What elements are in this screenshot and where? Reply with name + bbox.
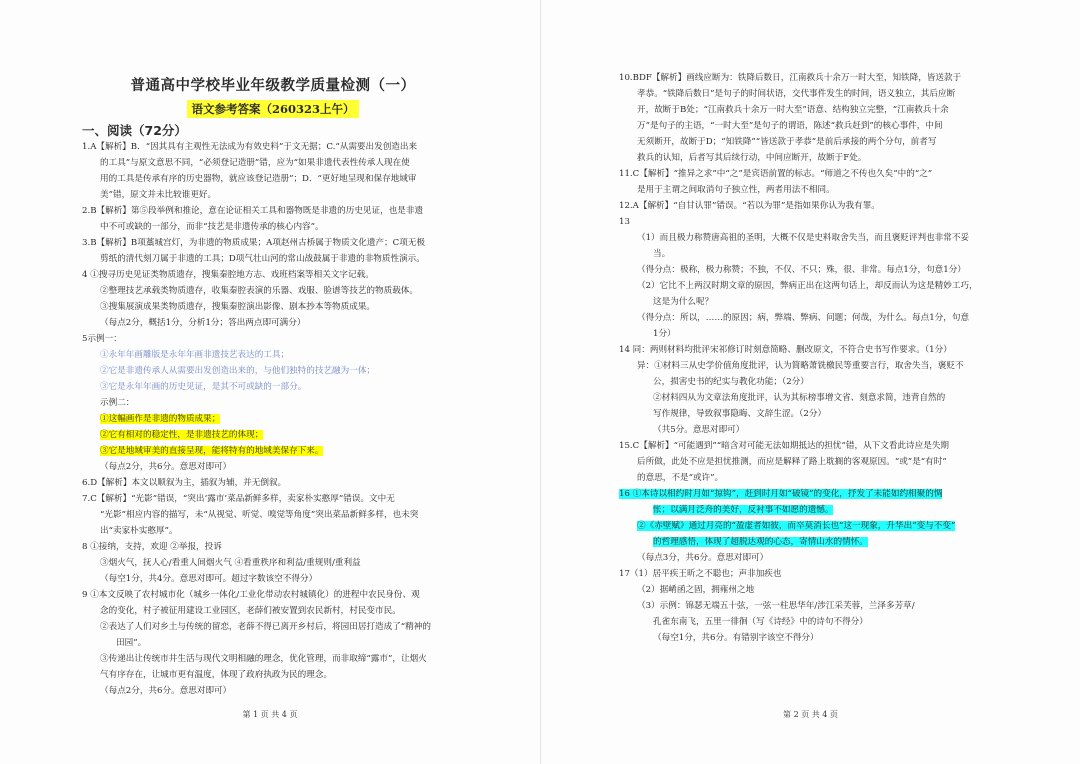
answer-line-text: （1）而且极力称赞唐高祖的圣明，大概不仅是史料取舍失当，而且褒贬评判也非常不妥 — [637, 233, 970, 243]
answer-line — [619, 150, 1000, 166]
section-heading: 一、阅读（72分） — [82, 123, 187, 138]
answer-line-text: 16 ①本诗以相约时月如“掠钩”，赶到时月如“破镜”的变化，抒发了未能如约相聚的惆 — [619, 489, 943, 499]
answer-line-text: 12.A【解析】“自甘认罪”错误。“若以为罪”是指如果你认为我有罪。 — [619, 201, 880, 211]
answer-line — [619, 86, 1000, 102]
answer-line-text: 万”是句子的主语，“一时大至”是句子的谓语，陈述“救兵赶到”的核心事件，中间 — [637, 121, 943, 131]
answer-line-text: ②《赤壁赋》通过月亮的“盈虚者如彼，而卒莫消长也”这一现象，升华出“变与不变” — [637, 521, 956, 531]
answer-line-text: 后所做，此处不应是担忧推测，而应是解释了路上耽搁的客观原因。“或”是“有时” — [637, 457, 947, 467]
answer-line — [82, 475, 464, 491]
answer-line — [619, 102, 1000, 118]
answer-line — [82, 283, 464, 299]
answer-line — [82, 251, 464, 267]
answer-line — [619, 422, 1000, 438]
answer-line-text: 写作规律，导致叙事隐晦、文辞生涩。（2分） — [653, 409, 827, 419]
answer-line-text: ③搜集展演成果类物质遗存，搜集秦腔演出影像、剧本抄本等物质成果。 — [100, 302, 376, 312]
answer-line — [619, 550, 1000, 566]
answer-line-text: 13 — [619, 217, 630, 227]
answer-line-text: 念的变化，村子被征用建设工业园区，老薛们被安置到农民新村，村民变市民。 — [100, 606, 401, 616]
answer-line-text: 的工具”与原文意思不同，“必须登记造册”错，应为“如果非遗代表性传承人现在使 — [100, 158, 410, 168]
answer-line-text: 1分） — [653, 329, 676, 339]
answer-line — [619, 406, 1000, 422]
page-2-body — [619, 70, 1000, 646]
answer-line — [82, 539, 464, 555]
document-title: 普通高中学校毕业年级教学质量检测（一） — [130, 77, 416, 94]
answer-line — [619, 454, 1000, 470]
answer-line — [619, 534, 1000, 550]
answer-line — [82, 331, 464, 347]
answer-line-text: 11.C【解析】“推异之求”中“之”是宾语前置的标志。“师道之不传也久矣”中的“之” — [619, 169, 933, 179]
answer-line-text: 公，损害史书的纪实与教化功能；（2分） — [653, 377, 809, 387]
answer-line — [619, 502, 1000, 518]
answer-line — [82, 635, 464, 651]
answer-line — [82, 187, 464, 203]
answer-line — [619, 582, 1000, 598]
answer-line — [619, 326, 1000, 342]
answer-line-text: 当。 — [653, 249, 671, 259]
answer-line — [82, 651, 464, 667]
answer-line-text: （3）示例：锦瑟无端五十弦，一弦一柱思华年/涉江采芙蓉，兰泽多芳草/ — [637, 601, 915, 611]
answer-line — [619, 246, 1000, 262]
answer-line — [82, 299, 464, 315]
answer-line-text: 气有序存在，让城市更有温度，体现了政府执政为民的理念。 — [100, 670, 333, 680]
answer-line — [82, 139, 464, 155]
answer-line — [619, 214, 1000, 230]
answer-line-text: ③烟火气，抚人心/看重人间烟火气 ④看重秩序和利益/重规则/重利益 — [100, 558, 361, 568]
answer-line-text: ②它是非遗传承人从需要出发创造出来的，与他们独特的技艺融为一体； — [100, 366, 376, 376]
answer-line — [82, 507, 464, 523]
answer-line — [82, 315, 464, 331]
answer-line-text: （每点2分，共6分。意思对即可） — [100, 462, 232, 472]
subtitle-row — [82, 98, 464, 118]
answer-line-text: 开，故断于B处；“江南救兵十余万一时大至”语意、结构独立完整，“江南救兵十余 — [637, 105, 949, 115]
answer-line-text: ③它是地域审美的直接呈现，能将特有的地域美保存下来。 — [100, 446, 324, 456]
answer-line-text: 4 ①搜寻历史见证类物质遗存，搜集秦腔地方志、戏班档案等相关文字记载。 — [82, 270, 374, 280]
answer-line-text: 怅；以满月泛舟的美好，反衬事不如愿的遗憾。 — [653, 505, 834, 515]
answer-line-text: 2.B【解析】第⑤段举例和推论，意在论证相关工具和器物既是非遗的历史见证，也是非遗 — [82, 206, 424, 216]
answer-line-text: ②表达了人们对乡土与传统的留恋，老薛不得已离开乡村后，将园田居打造成了“精神的 — [100, 622, 431, 632]
answer-line-text: 是用于主谓之间取消句子独立性，两者用法不相同。 — [637, 185, 835, 195]
answer-line — [82, 683, 464, 699]
answer-line-text: 7.C【解析】“光影”错误，“突出‘露市’菜品新鲜多样，卖家朴实憨厚”错误。文中无 — [82, 494, 395, 504]
answer-line-text: 示例二： — [100, 398, 135, 408]
answer-line — [82, 427, 464, 443]
answer-line-text: 6.D【解析】本文以顺叙为主，插叙为辅，并无倒叙。 — [82, 478, 287, 488]
answer-line — [82, 267, 464, 283]
answer-line-text: 救兵的认知，后者写其后续行动，中间应断开，故断于F处。 — [637, 153, 867, 163]
answer-line-text: ③传递出让传统市井生活与现代文明相融的理念，优化管理，而非取缔“露市”，让烟火 — [100, 654, 427, 664]
answer-line — [619, 390, 1000, 406]
document-subtitle: 语文参考答案（260323上午） — [187, 100, 358, 118]
answer-line — [82, 459, 464, 475]
answer-line — [619, 230, 1000, 246]
answer-line-text: ②整理技艺承载类物质遗存，收集秦腔表演的乐器、戏服、脸谱等技艺的物质载体。 — [100, 286, 418, 296]
answer-line — [619, 598, 1000, 614]
answer-line-text: 无须断开，故断于D；“知铁降”“皆送款于孝恭”是前后承接的两个分句，前者写 — [637, 137, 937, 147]
answer-line — [82, 363, 464, 379]
answer-line — [619, 70, 1000, 86]
answer-line-text: 15.C【解析】“可能遇到”“暗含对可能无法如期抵达的担忧”错，从下文看此诗应是失期 — [619, 441, 950, 451]
answer-line — [82, 523, 464, 539]
answer-line — [82, 411, 464, 427]
answer-line — [619, 566, 1000, 582]
answer-line-text: 孔雀东南飞，五里一徘徊（写《诗经》中的诗句不得分） — [653, 617, 868, 627]
answer-line — [82, 155, 464, 171]
answer-line-text: 中不可或缺的一部分，而非“技艺是非遗传承的核心内容”。 — [100, 222, 324, 232]
answer-line-text: 田园”。 — [116, 638, 147, 648]
answer-line — [619, 358, 1000, 374]
answer-line — [619, 614, 1000, 630]
answer-line — [619, 182, 1000, 198]
answer-line — [82, 379, 464, 395]
answer-line — [619, 134, 1000, 150]
answer-line — [82, 587, 464, 603]
answer-line — [619, 342, 1000, 358]
answer-line — [619, 310, 1000, 326]
answer-line — [619, 118, 1000, 134]
answer-line — [82, 219, 464, 235]
answer-line-text: ①永年年画雕版是永年年画非遗技艺表达的工具； — [100, 350, 290, 360]
answer-line — [82, 571, 464, 587]
answer-line-text: 10.BDF【解析】画线应断为：铁降后数日，江南救兵十余万一时大至，知铁降，皆送款于 — [619, 73, 962, 83]
answer-line — [82, 203, 464, 219]
answer-line — [619, 262, 1000, 278]
answer-line — [619, 470, 1000, 486]
answer-line — [82, 555, 464, 571]
answer-line — [82, 443, 464, 459]
answer-line — [82, 491, 464, 507]
answer-line-text: （每点2分，共6分。意思对即可） — [100, 686, 232, 696]
answer-line-text: 9 ①本文反映了农村城市化（城乡一体化/工业化带动农村城镇化）的进程中农民身份、观 — [82, 590, 420, 600]
answer-line-text: 1.A【解析】B．“因其具有主观性无法成为有效史料”于文无据；C.“从需要出发创造出来 — [82, 142, 418, 152]
page-2 — [540, 0, 1080, 764]
answer-line — [82, 395, 464, 411]
answer-line-text: 出“卖家朴实憨厚”。 — [100, 526, 178, 536]
answer-line-text: 17（1）居平疾王昕之不聪也；声非加疾也 — [619, 569, 782, 579]
answer-line-text: 的哲理感悟，体现了超脱达观的心态，寄情山水的情怀。 — [653, 537, 868, 547]
answer-line-text: 美”错，原文并未比较谁更好。 — [100, 190, 217, 200]
answer-line-text: 14 同：两则材料均批评宋祁修订时刻意简略、删改原文，不符合史书写作要求。（1分） — [619, 345, 952, 355]
answer-line-text: 异：①材料三从史学价值角度批评，认为简略萧铣檄民等重要言行，取舍失当，褒贬不 — [637, 361, 964, 371]
answer-line-text: 5示例一： — [82, 334, 122, 344]
answer-line-text: 这是为什么呢？ — [653, 297, 714, 307]
answer-line — [619, 294, 1000, 310]
answer-line-text: （每点2分，概括1分，分析1分；答出两点即可满分） — [100, 318, 306, 328]
answer-line-text: （得分点：所以，……的原因；病，弊端、弊病、问题；何哉，为什么。每点1分，句意 — [637, 313, 970, 323]
answer-line-text: （2）据崤函之固，拥雍州之地 — [637, 585, 755, 595]
answer-line — [619, 486, 1000, 502]
answer-line-text: “光影”相应内容的描写，未“从视觉、听觉、嗅觉等角度”突出菜品新鲜多样，也未突 — [100, 510, 419, 520]
answer-line — [82, 667, 464, 683]
answer-line-text: 的意思，不是“或许”。 — [637, 473, 724, 483]
answer-line-text: 用的工具是传承有序的历史器物，就应该登记造册”；D．“更好地呈现和保存地域审 — [100, 174, 417, 184]
answer-line — [619, 630, 1000, 646]
page-1-body — [82, 139, 464, 699]
answer-line-text: （共5分。意思对即可） — [653, 425, 745, 435]
answer-line — [82, 347, 464, 363]
answer-line-text: （每空1分，共6分。有错别字该空不得分） — [653, 633, 819, 643]
answer-line — [82, 235, 464, 251]
answer-line — [82, 171, 464, 187]
answer-line-text: ①这幅画作是非遗的物质成果； — [100, 414, 221, 424]
answer-line-text: （2）它比不上两汉时期文章的原因，弊病正出在这两句话上，却反而认为这是精妙工巧， — [637, 281, 978, 291]
answer-line-text: ②它有相对的稳定性，是非遗技艺的体现； — [100, 430, 264, 440]
answer-line-text: ③它是永年年画的历史见证，是其不可或缺的一部分。 — [100, 382, 307, 392]
answer-line-text: （每点3分，共6分。意思对即可） — [637, 553, 769, 563]
answer-line-text: 8 ①接纳，支持，欢迎 ②举报，投诉 — [82, 542, 222, 552]
answer-line-text: 孝恭。“铁降后数日”是句子的时间状语，交代事件发生的时间，语义独立，其后应断 — [637, 89, 956, 99]
answer-line — [619, 278, 1000, 294]
answer-line — [619, 166, 1000, 182]
answer-line — [82, 603, 464, 619]
answer-line — [619, 518, 1000, 534]
answer-line — [619, 438, 1000, 454]
answer-line — [619, 198, 1000, 214]
answer-line-text: （得分点：极称，极力称赞；不独，不仅、不只；殊，很、非常。每点1分，句意1分） — [637, 265, 966, 275]
answer-line-text: ②材料四从为文章法角度批评，认为其标榜事增文省、刻意求简，违背自然的 — [653, 393, 946, 403]
answer-line-text: 剪纸的清代刻刀属于非遗的工具；D项气壮山河的常山战鼓属于非遗的非物质性演示。 — [100, 254, 425, 264]
page-2-footer: 第 2 页 共 4 页 — [783, 710, 838, 719]
page-1-footer: 第 1 页 共 4 页 — [242, 710, 298, 719]
answer-line — [82, 619, 464, 635]
answer-line — [619, 374, 1000, 390]
answer-line-text: 3.B【解析】B项藁城宫灯，为非遗的物质成果；A项赵州古桥属于物质文化遗产；C项无极 — [82, 238, 425, 248]
answer-line-text: （每空1分，共4分。意思对即可。超过字数该空不得分） — [100, 574, 318, 584]
